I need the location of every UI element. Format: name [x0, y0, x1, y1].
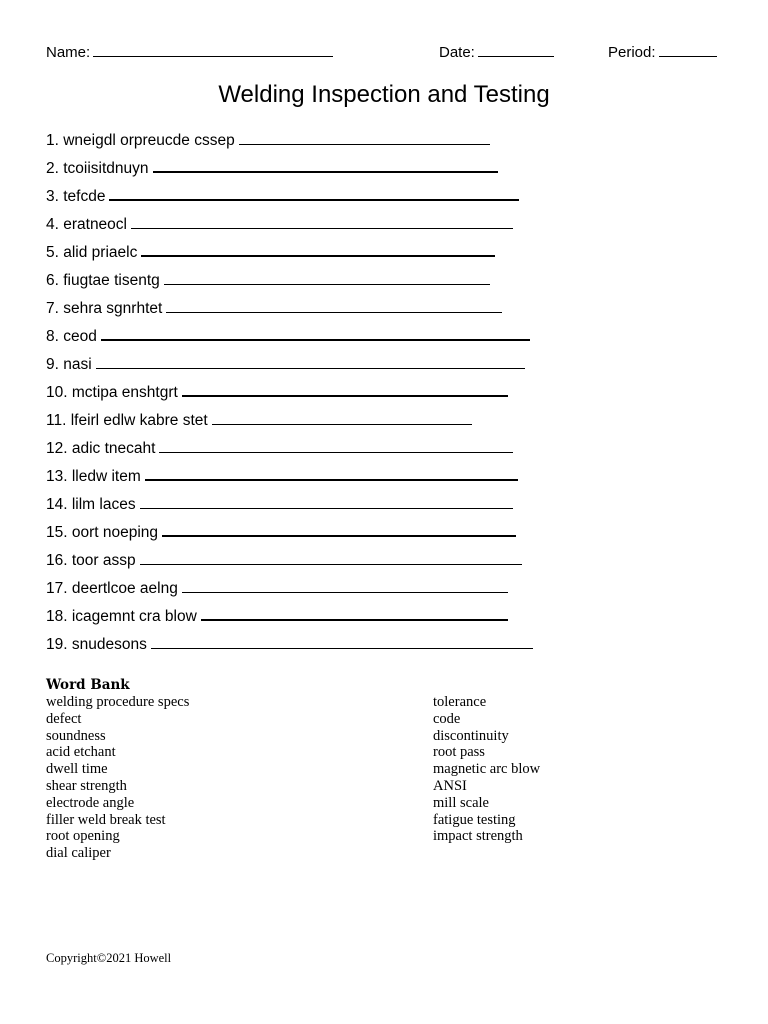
word-bank-item: root pass	[433, 744, 485, 761]
word-bank-item: magnetic arc blow	[433, 761, 541, 778]
answer-line[interactable]	[239, 132, 490, 145]
answer-line[interactable]	[109, 187, 519, 201]
word-bank-item: code	[433, 710, 461, 727]
question-item: 14. lilm laces	[46, 494, 513, 516]
answer-line[interactable]	[131, 216, 513, 229]
worksheet-header	[46, 42, 726, 64]
answer-line[interactable]	[182, 580, 508, 593]
word-bank-item: filler weld break test	[46, 811, 166, 828]
word-bank-item: welding procedure specs	[46, 694, 190, 710]
word-bank-item: dwell time	[46, 761, 108, 778]
name-line	[93, 42, 333, 57]
period-label: Period:	[608, 44, 656, 61]
word-bank-item: ANSI	[433, 777, 467, 794]
name-label: Name:	[46, 44, 91, 61]
question-item: 9. nasi	[46, 354, 525, 376]
question-item: 3. tefcde	[46, 186, 519, 208]
answer-line[interactable]	[212, 412, 472, 425]
answer-line[interactable]	[201, 607, 508, 621]
answer-line[interactable]	[140, 552, 522, 565]
date-field[interactable]	[439, 42, 554, 61]
answer-line[interactable]	[166, 300, 502, 313]
answer-line[interactable]	[96, 356, 525, 369]
period-line	[659, 42, 717, 57]
date-label: Date:	[439, 44, 475, 61]
question-item: 12. adic tnecaht	[46, 438, 513, 460]
word-bank-item: shear strength	[46, 777, 127, 794]
question-item: 5. alid priaelc	[46, 242, 495, 264]
word-bank-right-column	[433, 694, 540, 845]
word-bank-item: tolerance	[433, 694, 487, 710]
question-item: 16. toor assp	[46, 550, 522, 572]
question-item: 4. eratneocl	[46, 214, 513, 236]
question-item: 18. icagemnt cra blow	[46, 606, 508, 628]
question-item: 6. fiugtae tisentg	[46, 270, 490, 292]
answer-line[interactable]	[101, 327, 530, 341]
answer-line[interactable]	[162, 523, 516, 537]
answer-line[interactable]	[140, 496, 513, 509]
word-bank-item: defect	[46, 710, 82, 727]
question-item: 11. lfeirl edlw kabre stet	[46, 410, 472, 432]
question-item: 15. oort noeping	[46, 522, 516, 544]
word-bank-item: electrode angle	[46, 794, 135, 811]
answer-line[interactable]	[141, 243, 495, 257]
name-field[interactable]	[46, 42, 333, 61]
copyright-notice: Copyright©2021 Howell	[46, 951, 172, 965]
answer-line[interactable]	[159, 440, 513, 453]
question-item: 10. mctipa enshtgrt	[46, 382, 508, 404]
word-bank-title: Word Bank	[46, 677, 130, 693]
word-bank-item: soundness	[46, 727, 106, 744]
page-title: Welding Inspection and Testing	[218, 81, 550, 108]
answer-line[interactable]	[153, 159, 498, 173]
question-item: 7. sehra sgnrhtet	[46, 298, 502, 320]
date-line	[478, 42, 554, 57]
period-field[interactable]	[608, 42, 717, 61]
word-bank-left-column	[46, 694, 189, 862]
word-bank-item: fatigue testing	[433, 811, 516, 828]
word-bank-item: discontinuity	[433, 727, 509, 744]
word-bank-item: dial caliper	[46, 845, 111, 862]
answer-line[interactable]	[151, 636, 533, 649]
answer-line[interactable]	[164, 272, 490, 285]
word-bank-item: mill scale	[433, 794, 489, 811]
word-bank-item: acid etchant	[46, 744, 116, 761]
question-item: 1. wneigdl orpreucde cssep	[46, 130, 490, 152]
answer-line[interactable]	[182, 383, 508, 397]
question-item: 2. tcoiisitdnuyn	[46, 158, 498, 180]
question-item: 17. deertlcoe aelng	[46, 578, 508, 600]
question-item: 13. lledw item	[46, 466, 518, 488]
word-bank-item: root opening	[46, 828, 120, 845]
word-bank-item: impact strength	[433, 828, 523, 845]
question-item: 8. ceod	[46, 326, 530, 348]
answer-line[interactable]	[145, 467, 518, 481]
question-item: 19. snudesons	[46, 634, 533, 656]
